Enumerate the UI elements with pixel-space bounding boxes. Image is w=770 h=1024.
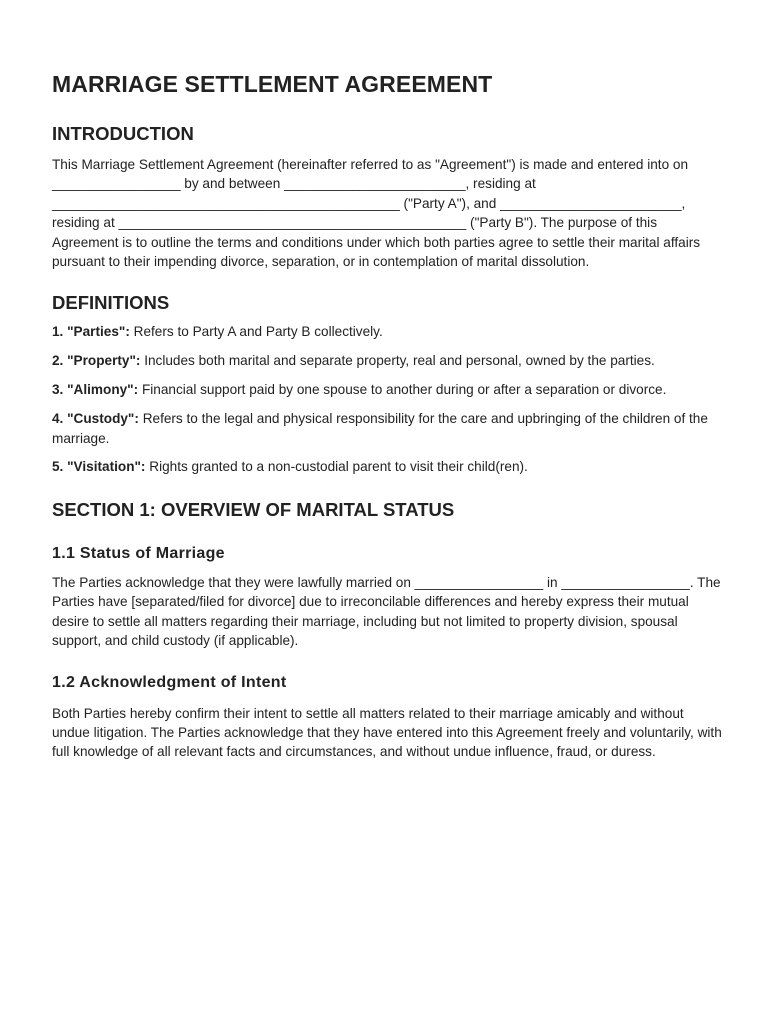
- status-of-marriage-paragraph: The Parties acknowledge that they were lawfully married on _________________ in _________________. The Parties have [separated/filed for divorce] due to irreconcilable differences and hereby express their mutual desire to settle all matters regarding their marriage, including but not limited to property division, spousal support, and child custody (if applicable).: [52, 574, 721, 649]
- definition-term: 2. "Property":: [52, 353, 141, 369]
- definition-text: Refers to Party A and Party B collectively.: [133, 324, 383, 340]
- definitions-list: [52, 322, 722, 476]
- definition-term: 3. "Alimony":: [52, 382, 139, 398]
- introduction-heading: INTRODUCTION: [52, 123, 194, 144]
- definition-item: [52, 322, 722, 341]
- acknowledgment-of-intent-heading: 1.2 Acknowledgment of Intent: [52, 673, 287, 691]
- definition-text: Includes both marital and separate property, real and personal, owned by the parties.: [144, 353, 655, 369]
- definition-item: [52, 409, 722, 448]
- definition-item: [52, 457, 722, 476]
- status-of-marriage-heading: 1.1 Status of Marriage: [52, 544, 225, 562]
- section1-heading: SECTION 1: OVERVIEW OF MARITAL STATUS: [52, 498, 455, 520]
- definition-text: Refers to the legal and physical responsibility for the care and upbringing of the children of the marriage.: [52, 411, 708, 446]
- definition-term: 4. "Custody":: [52, 411, 139, 427]
- definition-text: Financial support paid by one spouse to another during or after a separation or divorce.: [141, 382, 667, 398]
- definition-term: 1. "Parties":: [52, 324, 130, 340]
- introduction-paragraph: This Marriage Settlement Agreement (hereinafter referred to as "Agreement") is made and entered into on _________________ by and between ________________________, residing at ______________________________________________ ("Party A"), and ________________________, residing at ______________________________________________ ("Party B"). The purpose of this Agreement is to outline the terms and conditions under which both parties agree to settle their marital affairs pursuant to their impending divorce, separation, or in contemplation of marital dissolution.: [52, 157, 701, 270]
- document-title: MARRIAGE SETTLEMENT AGREEMENT: [52, 71, 493, 97]
- definition-term: 5. "Visitation":: [52, 459, 146, 475]
- definition-text: Rights granted to a non-custodial parent to visit their child(ren).: [149, 459, 528, 475]
- definitions-heading: DEFINITIONS: [52, 292, 170, 314]
- acknowledgment-of-intent-paragraph: Both Parties hereby confirm their intent to settle all matters related to their marriage amicably and without undue litigation. The Parties acknowledge that they have entered into this Agreement freely and voluntarily, with full knowledge of all relevant facts and circumstances, and without undue influence, fraud, or duress.: [52, 705, 722, 760]
- definition-item: [52, 380, 722, 399]
- definition-item: [52, 351, 722, 370]
